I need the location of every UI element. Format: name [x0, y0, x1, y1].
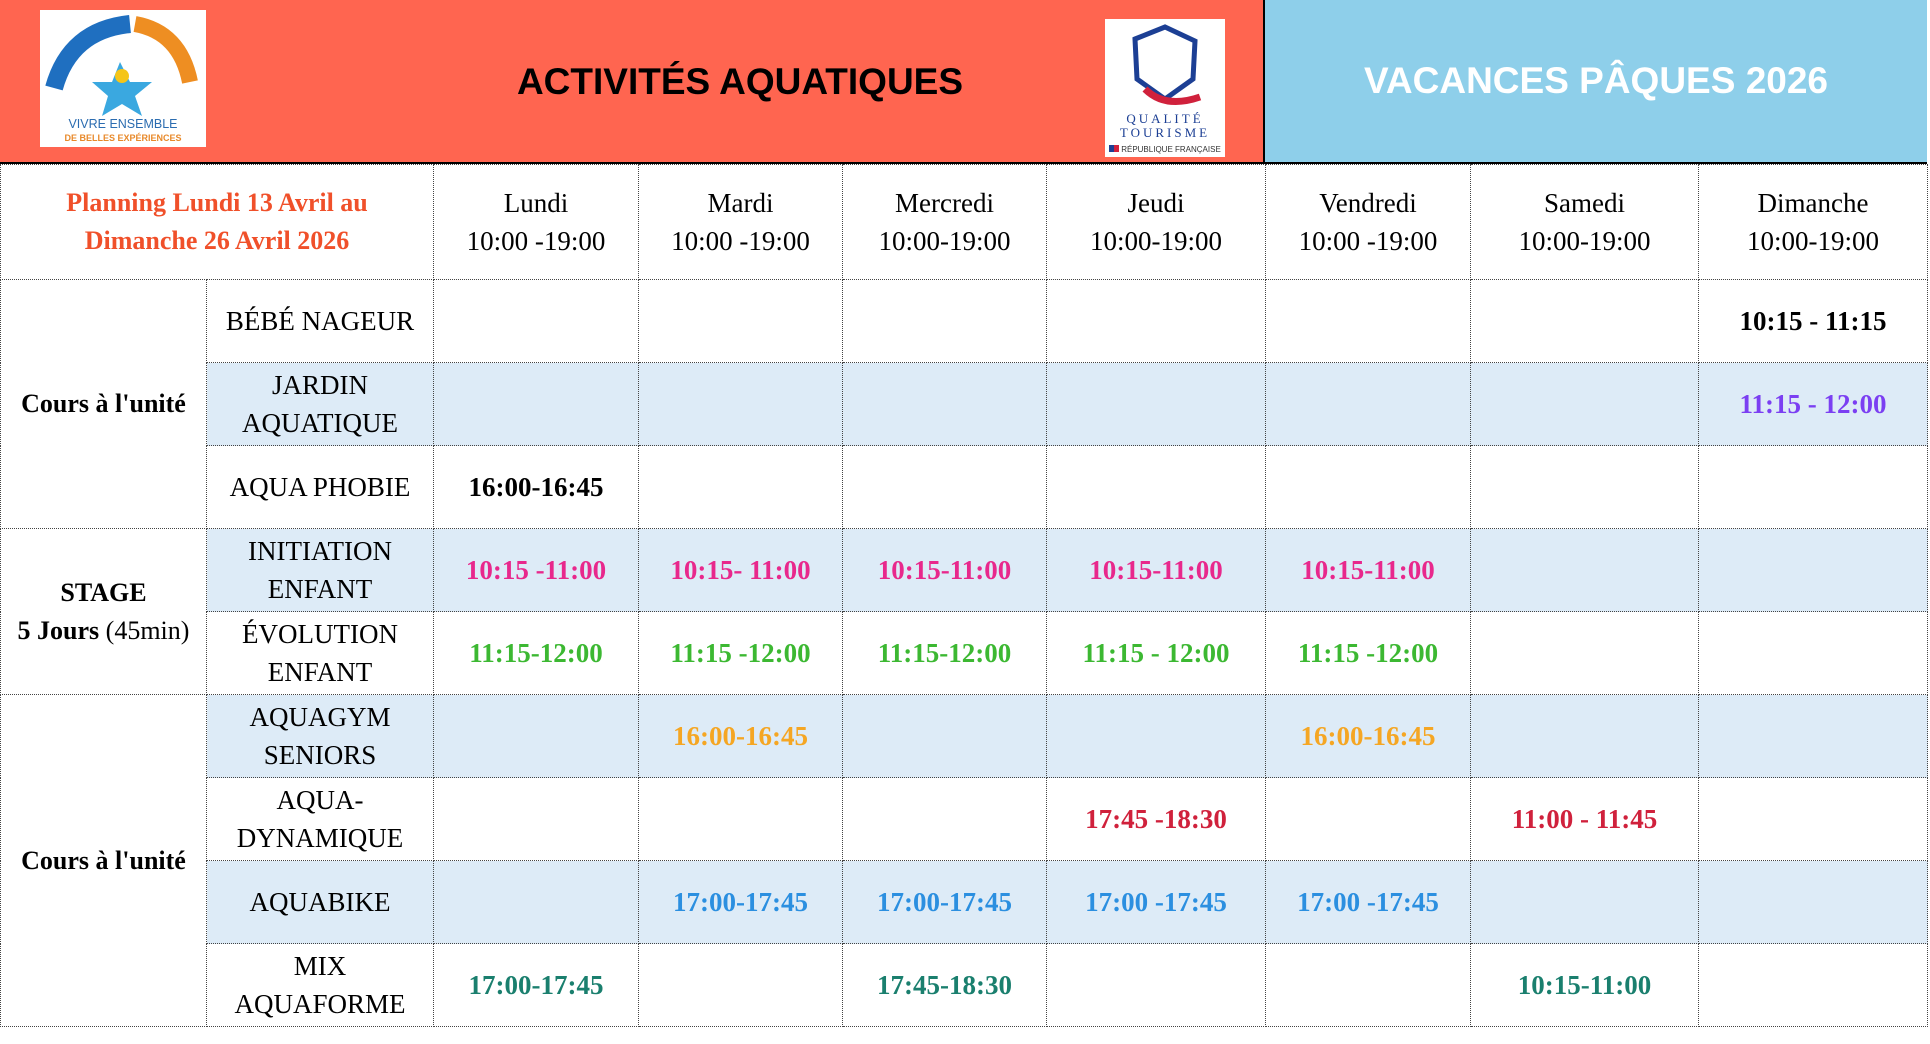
day-name: Samedi	[1544, 188, 1626, 218]
day-hours: 10:00-19:00	[1090, 226, 1223, 256]
time-slot: 11:00 - 11:45	[1471, 778, 1699, 861]
table-row	[1, 446, 1928, 529]
empty-slot	[1471, 446, 1699, 529]
table-row	[1, 944, 1928, 1027]
time-slot: 16:00-16:45	[639, 695, 843, 778]
group-label	[1, 695, 207, 1027]
day-header-samedi	[1471, 165, 1699, 280]
activity-name	[207, 944, 434, 1027]
time-slot: 11:15 - 12:00	[1699, 363, 1928, 446]
activity-line: ENFANT	[267, 574, 373, 604]
empty-slot	[1266, 778, 1471, 861]
empty-slot	[434, 363, 639, 446]
empty-slot	[639, 446, 843, 529]
activity-line: AQUA PHOBIE	[229, 472, 411, 502]
group-label	[1, 280, 207, 529]
time-slot: 17:00-17:45	[639, 861, 843, 944]
empty-slot	[843, 778, 1047, 861]
day-hours: 10:00 -19:00	[466, 226, 606, 256]
empty-slot	[1047, 695, 1266, 778]
time-slot: 17:00-17:45	[843, 861, 1047, 944]
empty-slot	[1471, 612, 1699, 695]
empty-slot	[434, 280, 639, 363]
time-slot: 17:00-17:45	[434, 944, 639, 1027]
time-slot: 10:15 - 11:15	[1699, 280, 1928, 363]
table-row	[1, 363, 1928, 446]
time-slot: 17:45-18:30	[843, 944, 1047, 1027]
activity-name	[207, 363, 434, 446]
activity-name	[207, 446, 434, 529]
table-row	[1, 861, 1928, 944]
time-slot: 10:15 -11:00	[434, 529, 639, 612]
activity-name	[207, 695, 434, 778]
day-hours: 10:00 -19:00	[1298, 226, 1438, 256]
empty-slot	[1047, 280, 1266, 363]
activity-name	[207, 529, 434, 612]
group-title: Cours à l'unité	[21, 389, 186, 418]
table-row	[1, 280, 1928, 363]
table-row	[1, 612, 1928, 695]
svg-text:TOURISME: TOURISME	[1119, 125, 1211, 140]
time-slot: 10:15-11:00	[1266, 529, 1471, 612]
famille-plus-logo	[40, 10, 206, 147]
time-slot: 17:00 -17:45	[1047, 861, 1266, 944]
group-label	[1, 529, 207, 695]
activity-line: ENFANT	[267, 657, 373, 687]
time-slot: 16:00-16:45	[434, 446, 639, 529]
planning-period	[1, 165, 434, 280]
empty-slot	[1699, 446, 1928, 529]
activity-line: AQUA-	[276, 785, 364, 815]
activity-line: AQUABIKE	[249, 887, 391, 917]
svg-text:QUALITÉ: QUALITÉ	[1126, 111, 1204, 126]
day-name: Mardi	[707, 188, 774, 218]
day-hours: 10:00-19:00	[1518, 226, 1651, 256]
qualite-tourisme-logo	[1105, 19, 1225, 157]
activity-line: AQUAGYM	[249, 702, 391, 732]
time-slot: 10:15-11:00	[843, 529, 1047, 612]
day-name: Vendredi	[1319, 188, 1417, 218]
page-title: ACTIVITÉS AQUATIQUES	[516, 61, 964, 102]
day-name: Jeudi	[1127, 188, 1185, 218]
time-slot: 11:15-12:00	[843, 612, 1047, 695]
empty-slot	[1266, 944, 1471, 1027]
group-title: STAGE	[60, 577, 147, 607]
activity-line: AQUAFORME	[234, 989, 406, 1019]
activity-line: SENIORS	[263, 740, 377, 770]
activity-line: ÉVOLUTION	[242, 619, 398, 649]
empty-slot	[1471, 861, 1699, 944]
time-slot: 10:15- 11:00	[639, 529, 843, 612]
table-row	[1, 529, 1928, 612]
time-slot: 17:45 -18:30	[1047, 778, 1266, 861]
empty-slot	[1699, 695, 1928, 778]
header-left	[0, 0, 1265, 162]
time-slot: 11:15-12:00	[434, 612, 639, 695]
day-header-dimanche	[1699, 165, 1928, 280]
schedule-table	[0, 164, 1928, 1027]
empty-slot	[1266, 280, 1471, 363]
activity-line: INITIATION	[248, 536, 392, 566]
activity-name	[207, 861, 434, 944]
day-header-mercredi	[843, 165, 1047, 280]
planning-line-2: Dimanche 26 Avril 2026	[84, 226, 350, 255]
empty-slot	[1471, 529, 1699, 612]
day-hours: 10:00-19:00	[1747, 226, 1880, 256]
day-hours: 10:00-19:00	[878, 226, 1011, 256]
empty-slot	[1266, 363, 1471, 446]
empty-slot	[843, 280, 1047, 363]
time-slot: 10:15-11:00	[1047, 529, 1266, 612]
empty-slot	[1699, 861, 1928, 944]
activity-line: BÉBÉ NAGEUR	[225, 306, 415, 336]
svg-text:VIVRE ENSEMBLE: VIVRE ENSEMBLE	[68, 117, 178, 131]
svg-text:RÉPUBLIQUE FRANÇAISE: RÉPUBLIQUE FRANÇAISE	[1121, 145, 1221, 154]
empty-slot	[639, 944, 843, 1027]
day-header-mardi	[639, 165, 843, 280]
group-title: Cours à l'unité	[21, 845, 186, 875]
empty-slot	[1047, 363, 1266, 446]
day-hours: 10:00 -19:00	[671, 226, 810, 256]
empty-slot	[843, 446, 1047, 529]
day-name: Lundi	[503, 188, 569, 218]
activity-line: AQUATIQUE	[242, 408, 398, 438]
activity-line: DYNAMIQUE	[236, 823, 404, 853]
empty-slot	[639, 280, 843, 363]
empty-slot	[1699, 944, 1928, 1027]
empty-slot	[1699, 529, 1928, 612]
group-subtitle: 5 Jours (45min)	[17, 615, 190, 645]
time-slot: 10:15-11:00	[1471, 944, 1699, 1027]
empty-slot	[1471, 363, 1699, 446]
time-slot: 11:15 -12:00	[639, 612, 843, 695]
table-row	[1, 778, 1928, 861]
empty-slot	[843, 695, 1047, 778]
time-slot: 11:15 - 12:00	[1047, 612, 1266, 695]
season-title: VACANCES PÂQUES 2026	[1363, 60, 1829, 101]
empty-slot	[639, 363, 843, 446]
time-slot: 17:00 -17:45	[1266, 861, 1471, 944]
day-name: Dimanche	[1757, 188, 1869, 218]
time-slot: 16:00-16:45	[1266, 695, 1471, 778]
empty-slot	[1266, 446, 1471, 529]
empty-slot	[1047, 944, 1266, 1027]
empty-slot	[434, 778, 639, 861]
svg-text:DE BELLES EXPÉRIENCES: DE BELLES EXPÉRIENCES	[64, 133, 182, 143]
time-slot: 11:15 -12:00	[1266, 612, 1471, 695]
header-banner	[0, 0, 1927, 164]
empty-slot	[1699, 778, 1928, 861]
activity-name	[207, 778, 434, 861]
empty-slot	[1047, 446, 1266, 529]
day-header-row	[1, 165, 1928, 280]
planning-line-1: Planning Lundi 13 Avril au	[66, 188, 368, 217]
day-name: Mercredi	[895, 188, 994, 218]
day-header-vendredi	[1266, 165, 1471, 280]
day-header-lundi	[434, 165, 639, 280]
empty-slot	[1471, 695, 1699, 778]
activity-name	[207, 280, 434, 363]
empty-slot	[639, 778, 843, 861]
empty-slot	[434, 861, 639, 944]
activity-name	[207, 612, 434, 695]
activity-line: MIX	[293, 951, 347, 981]
empty-slot	[1699, 612, 1928, 695]
table-row	[1, 695, 1928, 778]
empty-slot	[843, 363, 1047, 446]
empty-slot	[434, 695, 639, 778]
activity-line: JARDIN	[272, 370, 369, 400]
header-right	[1265, 0, 1927, 162]
day-header-jeudi	[1047, 165, 1266, 280]
empty-slot	[1471, 280, 1699, 363]
